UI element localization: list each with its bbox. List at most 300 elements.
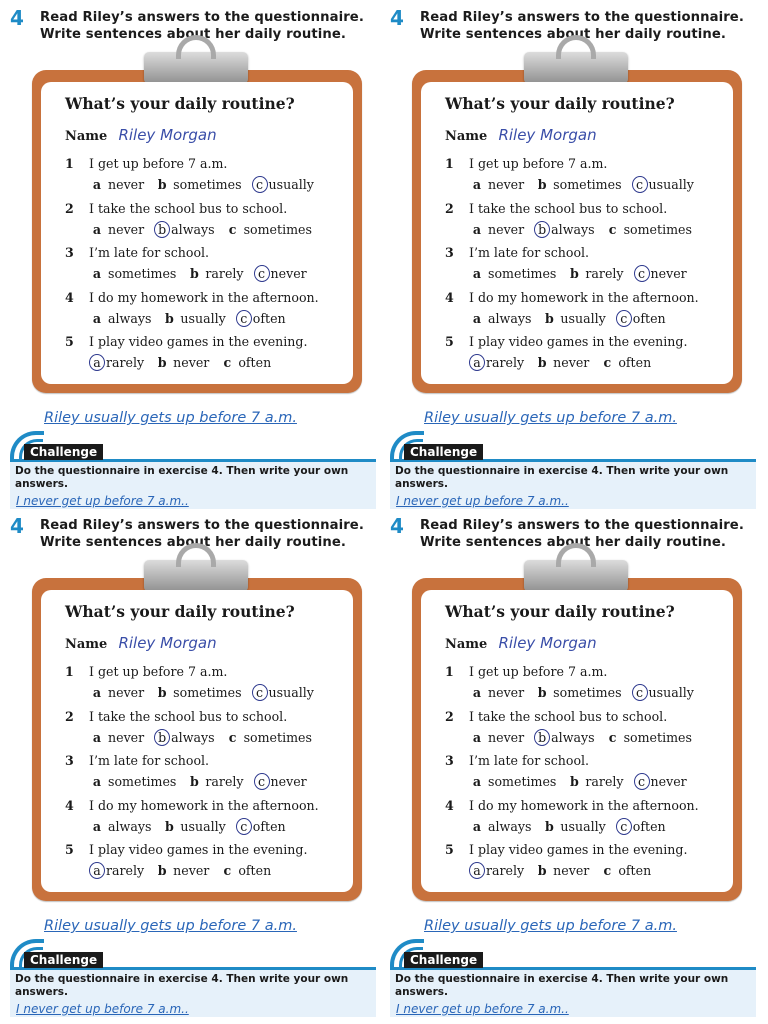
option-text: always: [551, 221, 595, 237]
answer-options: [89, 221, 322, 238]
option-text: never: [488, 729, 525, 745]
question-text: I’m late for school.: [469, 245, 590, 260]
question-item: [65, 753, 350, 798]
answer-option: [469, 266, 556, 281]
answer-option: [566, 774, 623, 789]
question-number: 3: [445, 245, 454, 260]
option-text: often: [632, 310, 666, 326]
selected-option-letter: c: [252, 176, 268, 193]
question-item: [65, 156, 350, 201]
answer-options: [89, 354, 281, 371]
question-number: 4: [65, 797, 74, 813]
selected-option-letter: b: [534, 221, 550, 238]
answer-options: [469, 684, 704, 701]
question-item: [445, 290, 730, 335]
question-item: [65, 709, 350, 754]
question-text: I get up before 7 a.m.: [89, 156, 228, 171]
option-text: sometimes: [488, 774, 557, 789]
challenge-box: [10, 431, 376, 509]
clipboard-clip-icon: [524, 560, 628, 592]
answer-options: [89, 265, 317, 282]
option-letter: b: [189, 774, 199, 789]
question-number: 5: [445, 334, 454, 349]
answer-option: [534, 221, 594, 238]
instruction-line-2: Write sentences about her daily routine.: [420, 27, 726, 42]
answer-option: [616, 818, 666, 835]
selected-option-letter: a: [89, 354, 105, 371]
option-letter: b: [157, 863, 167, 878]
question-item: [445, 201, 730, 246]
selected-option-letter: b: [154, 729, 170, 746]
question-list: [445, 156, 730, 379]
answer-option: [89, 819, 151, 834]
selected-option-letter: c: [254, 773, 270, 790]
option-letter: c: [603, 355, 612, 370]
challenge-body: [390, 970, 756, 1017]
name-label: Name: [445, 637, 488, 652]
challenge-box: [10, 939, 376, 1017]
answer-option: [154, 863, 209, 878]
question-item: [445, 245, 730, 290]
option-text: rarely: [585, 774, 624, 789]
questionnaire-title: What’s your daily routine?: [65, 602, 295, 621]
selected-option-letter: a: [469, 354, 485, 371]
question-text: I do my homework in the afternoon.: [469, 289, 699, 305]
option-text: never: [650, 266, 687, 281]
question-text: I get up before 7 a.m.: [469, 664, 608, 679]
question-list: [65, 664, 350, 887]
option-letter: a: [92, 774, 102, 789]
option-text: never: [270, 774, 307, 789]
challenge-label: Challenge: [24, 952, 103, 968]
question-number: 3: [65, 245, 74, 260]
challenge-text: Do the questionnaire in exercise 4. Then write your own answers.: [395, 973, 729, 998]
option-letter: a: [92, 266, 102, 281]
question-number: 3: [65, 753, 74, 768]
questionnaire-sheet: [421, 590, 733, 892]
answer-option: [154, 685, 241, 700]
answer-option: [634, 773, 687, 790]
question-text: I play video games in the evening.: [89, 334, 308, 349]
challenge-example: I never get up before 7 a.m..: [16, 494, 189, 508]
option-letter: c: [223, 863, 232, 878]
answer-options: [89, 818, 296, 835]
clipboard: [412, 70, 742, 393]
option-text: sometimes: [553, 177, 622, 192]
challenge-label: Challenge: [404, 952, 483, 968]
instruction-line-1: Read Riley’s answers to the questionnaire.: [420, 10, 744, 25]
question-number: 2: [445, 708, 454, 724]
answer-options: [469, 773, 697, 790]
instruction-line-2: Write sentences about her daily routine.: [40, 27, 346, 42]
challenge-example: I never get up before 7 a.m..: [396, 494, 569, 508]
answer-option: [469, 819, 531, 834]
option-text: never: [108, 685, 145, 700]
question-number: 4: [445, 289, 454, 305]
challenge-example: I never get up before 7 a.m..: [16, 1002, 189, 1016]
option-text: never: [108, 177, 145, 192]
option-text: sometimes: [243, 729, 312, 745]
answer-option: [89, 730, 144, 745]
example-sentence: Riley usually gets up before 7 a.m.: [424, 918, 677, 934]
instruction-line-1: Read Riley’s answers to the questionnaire.: [40, 518, 364, 533]
option-text: often: [618, 355, 652, 370]
option-letter: b: [537, 685, 547, 700]
answer-options: [469, 176, 704, 193]
answer-option: [605, 730, 692, 745]
answer-option: [89, 311, 151, 326]
option-text: never: [488, 685, 525, 700]
option-letter: a: [472, 177, 482, 192]
answer-options: [469, 729, 702, 746]
answer-option: [252, 684, 314, 701]
clipboard-clip-icon: [144, 52, 248, 84]
selected-option-letter: c: [632, 176, 648, 193]
option-text: usually: [648, 177, 694, 192]
answer-option: [469, 354, 524, 371]
answer-option: [186, 774, 243, 789]
answer-options: [89, 310, 296, 327]
answer-option: [534, 685, 621, 700]
option-text: sometimes: [623, 729, 692, 745]
example-sentence: Riley usually gets up before 7 a.m.: [424, 410, 677, 426]
answer-options: [89, 176, 324, 193]
option-text: usually: [180, 310, 226, 326]
answer-option: [89, 774, 176, 789]
answer-option: [541, 819, 605, 834]
option-letter: a: [472, 818, 482, 834]
name-value: Riley Morgan: [118, 634, 217, 652]
option-text: sometimes: [108, 266, 177, 281]
clipboard: [412, 578, 742, 901]
question-text: I do my homework in the afternoon.: [89, 797, 319, 813]
answer-option: [89, 354, 144, 371]
questionnaire-sheet: [41, 82, 353, 384]
selected-option-letter: c: [634, 265, 650, 282]
questionnaire-title: What’s your daily routine?: [65, 94, 295, 113]
name-row: [445, 633, 597, 652]
option-text: sometimes: [623, 221, 692, 237]
question-text: I get up before 7 a.m.: [89, 664, 228, 679]
name-row: [65, 125, 217, 144]
option-text: always: [171, 221, 215, 237]
question-item: [65, 798, 350, 843]
answer-option: [186, 266, 243, 281]
option-text: never: [488, 221, 525, 237]
answer-options: [89, 862, 281, 879]
selected-option-letter: c: [632, 684, 648, 701]
answer-option: [219, 863, 271, 878]
option-text: never: [650, 774, 687, 789]
question-item: [65, 201, 350, 246]
option-text: rarely: [205, 266, 244, 281]
panel-bottom-right: [386, 510, 762, 1018]
question-text: I’m late for school.: [469, 753, 590, 768]
name-value: Riley Morgan: [118, 126, 217, 144]
name-label: Name: [445, 129, 488, 144]
question-number: 2: [65, 708, 74, 724]
clipboard: [32, 70, 362, 393]
name-label: Name: [65, 129, 108, 144]
question-item: [445, 842, 730, 887]
option-letter: b: [569, 774, 579, 789]
question-text: I take the school bus to school.: [89, 708, 288, 724]
answer-option: [154, 729, 214, 746]
option-letter: b: [537, 355, 547, 370]
question-number: 1: [65, 664, 74, 679]
option-text: sometimes: [553, 685, 622, 700]
answer-option: [469, 774, 556, 789]
option-text: sometimes: [173, 685, 242, 700]
option-letter: a: [92, 818, 102, 834]
exercise-number: 4: [390, 514, 404, 538]
option-text: usually: [268, 685, 314, 700]
answer-option: [236, 310, 286, 327]
option-text: often: [252, 818, 286, 834]
example-sentence: Riley usually gets up before 7 a.m.: [44, 410, 297, 426]
option-text: usually: [180, 818, 226, 834]
option-text: often: [238, 355, 272, 370]
option-letter: a: [472, 774, 482, 789]
exercise-number: 4: [10, 514, 24, 538]
answer-option: [599, 355, 651, 370]
challenge-example: I never get up before 7 a.m..: [396, 1002, 569, 1016]
answer-option: [236, 818, 286, 835]
answer-option: [89, 862, 144, 879]
question-number: 5: [65, 842, 74, 857]
option-letter: a: [92, 310, 102, 326]
answer-options: [469, 310, 676, 327]
panel-bottom-left: [6, 510, 382, 1018]
option-text: sometimes: [108, 774, 177, 789]
option-text: never: [108, 729, 145, 745]
answer-option: [469, 222, 524, 237]
instruction-line-2: Write sentences about her daily routine.: [40, 535, 346, 550]
question-number: 5: [65, 334, 74, 349]
question-text: I do my homework in the afternoon.: [89, 289, 319, 305]
option-letter: b: [165, 310, 174, 326]
option-text: rarely: [106, 355, 145, 370]
question-text: I take the school bus to school.: [89, 200, 288, 216]
option-letter: c: [603, 863, 612, 878]
question-number: 5: [445, 842, 454, 857]
exercise-number: 4: [10, 6, 24, 30]
question-item: [65, 290, 350, 335]
challenge-body: [10, 462, 376, 509]
selected-option-letter: a: [469, 862, 485, 879]
option-text: always: [108, 310, 152, 326]
name-value: Riley Morgan: [498, 634, 597, 652]
question-list: [65, 156, 350, 379]
question-item: [445, 709, 730, 754]
answer-option: [154, 221, 214, 238]
question-number: 2: [445, 200, 454, 216]
answer-options: [89, 773, 317, 790]
option-letter: a: [472, 310, 482, 326]
answer-options: [469, 818, 676, 835]
question-number: 4: [65, 289, 74, 305]
answer-option: [154, 177, 241, 192]
answer-option: [469, 311, 531, 326]
answer-option: [534, 729, 594, 746]
name-row: [65, 633, 217, 652]
option-text: usually: [560, 310, 606, 326]
answer-option: [534, 863, 589, 878]
answer-option: [219, 355, 271, 370]
selected-option-letter: c: [236, 818, 252, 835]
option-text: never: [553, 863, 590, 878]
clipboard: [32, 578, 362, 901]
question-list: [445, 664, 730, 887]
selected-option-letter: b: [534, 729, 550, 746]
answer-option: [469, 862, 524, 879]
option-text: never: [270, 266, 307, 281]
name-row: [445, 125, 597, 144]
question-item: [445, 798, 730, 843]
option-text: always: [551, 729, 595, 745]
selected-option-letter: c: [634, 773, 650, 790]
answer-option: [599, 863, 651, 878]
option-text: never: [173, 863, 210, 878]
question-number: 2: [65, 200, 74, 216]
question-item: [445, 334, 730, 379]
panel-top-right: [386, 2, 762, 510]
question-item: [445, 156, 730, 201]
answer-option: [89, 177, 144, 192]
option-letter: c: [228, 221, 237, 237]
challenge-box: [390, 939, 756, 1017]
answer-option: [605, 222, 692, 237]
option-letter: c: [608, 221, 617, 237]
exercise-number: 4: [390, 6, 404, 30]
answer-options: [469, 265, 697, 282]
question-number: 4: [445, 797, 454, 813]
answer-options: [89, 684, 324, 701]
answer-option: [534, 355, 589, 370]
question-item: [65, 842, 350, 887]
question-text: I do my homework in the afternoon.: [469, 797, 699, 813]
answer-option: [89, 266, 176, 281]
answer-options: [89, 729, 322, 746]
challenge-text: Do the questionnaire in exercise 4. Then write your own answers.: [395, 465, 729, 490]
option-text: often: [238, 863, 272, 878]
answer-option: [469, 730, 524, 745]
option-letter: b: [545, 818, 554, 834]
questionnaire-sheet: [421, 82, 733, 384]
question-text: I play video games in the evening.: [469, 842, 688, 857]
challenge-text: Do the questionnaire in exercise 4. Then write your own answers.: [15, 465, 349, 490]
answer-option: [89, 222, 144, 237]
option-letter: b: [545, 310, 554, 326]
option-text: sometimes: [488, 266, 557, 281]
option-text: sometimes: [173, 177, 242, 192]
answer-option: [225, 222, 312, 237]
option-letter: b: [157, 355, 167, 370]
instruction-line-1: Read Riley’s answers to the questionnaire.: [40, 10, 364, 25]
option-letter: b: [537, 863, 547, 878]
selected-option-letter: c: [616, 818, 632, 835]
option-letter: b: [165, 818, 174, 834]
challenge-label: Challenge: [24, 444, 103, 460]
challenge-body: [10, 970, 376, 1017]
option-text: always: [488, 310, 532, 326]
question-number: 1: [65, 156, 74, 171]
option-text: usually: [268, 177, 314, 192]
questionnaire-sheet: [41, 590, 353, 892]
answer-option: [254, 265, 307, 282]
option-text: rarely: [486, 863, 525, 878]
instruction-line-1: Read Riley’s answers to the questionnaire.: [420, 518, 744, 533]
questionnaire-title: What’s your daily routine?: [445, 602, 675, 621]
question-item: [65, 245, 350, 290]
answer-option: [632, 684, 694, 701]
answer-options: [469, 354, 661, 371]
question-text: I’m late for school.: [89, 753, 210, 768]
option-text: rarely: [205, 774, 244, 789]
question-text: I’m late for school.: [89, 245, 210, 260]
challenge-label: Challenge: [404, 444, 483, 460]
challenge-box: [390, 431, 756, 509]
clipboard-clip-icon: [524, 52, 628, 84]
option-letter: c: [608, 729, 617, 745]
question-number: 3: [445, 753, 454, 768]
selected-option-letter: c: [616, 310, 632, 327]
option-letter: b: [157, 177, 167, 192]
question-item: [65, 664, 350, 709]
option-text: often: [252, 310, 286, 326]
selected-option-letter: c: [254, 265, 270, 282]
answer-option: [632, 176, 694, 193]
option-letter: a: [92, 221, 102, 237]
answer-option: [154, 355, 209, 370]
option-letter: a: [92, 729, 102, 745]
question-text: I play video games in the evening.: [469, 334, 688, 349]
option-letter: a: [92, 685, 102, 700]
answer-options: [469, 862, 661, 879]
option-letter: b: [569, 266, 579, 281]
option-letter: b: [157, 685, 167, 700]
answer-option: [225, 730, 312, 745]
answer-option: [566, 266, 623, 281]
selected-option-letter: a: [89, 862, 105, 879]
option-text: always: [488, 818, 532, 834]
answer-option: [541, 311, 605, 326]
option-text: usually: [560, 818, 606, 834]
answer-option: [616, 310, 666, 327]
option-text: rarely: [486, 355, 525, 370]
option-text: rarely: [106, 863, 145, 878]
option-text: often: [632, 818, 666, 834]
option-text: never: [173, 355, 210, 370]
panel-top-left: [6, 2, 382, 510]
question-item: [445, 753, 730, 798]
answer-option: [252, 176, 314, 193]
question-number: 1: [445, 156, 454, 171]
question-text: I play video games in the evening.: [89, 842, 308, 857]
option-text: often: [618, 863, 652, 878]
option-letter: a: [472, 729, 482, 745]
selected-option-letter: b: [154, 221, 170, 238]
option-text: always: [171, 729, 215, 745]
answer-option: [469, 685, 524, 700]
answer-option: [161, 311, 225, 326]
instruction-line-2: Write sentences about her daily routine.: [420, 535, 726, 550]
challenge-text: Do the questionnaire in exercise 4. Then write your own answers.: [15, 973, 349, 998]
option-letter: b: [537, 177, 547, 192]
answer-option: [161, 819, 225, 834]
answer-option: [89, 685, 144, 700]
option-letter: b: [189, 266, 199, 281]
